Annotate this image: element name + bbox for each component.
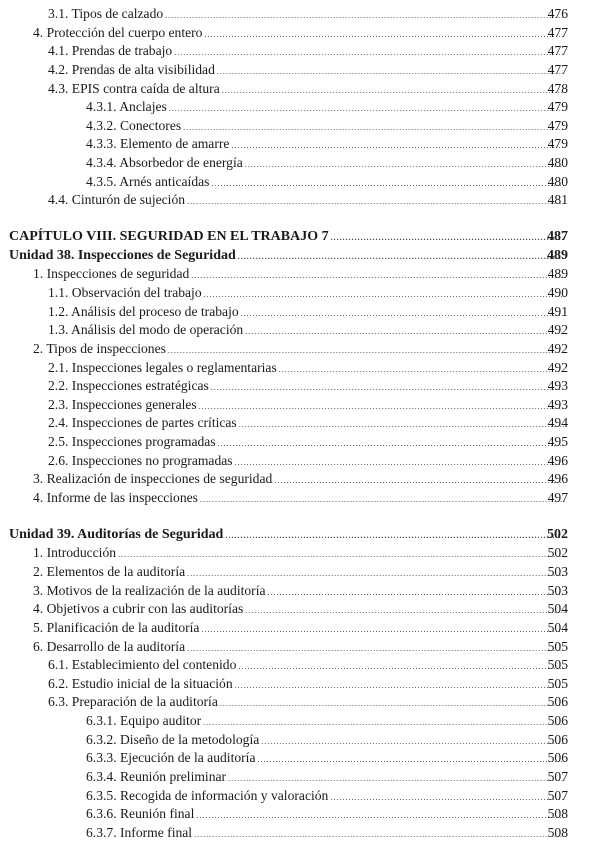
toc-entry bbox=[0, 693, 600, 712]
toc-entry bbox=[0, 787, 600, 806]
toc-entry-page-number: 496 bbox=[547, 471, 568, 487]
toc-entry bbox=[0, 414, 600, 433]
toc-heading-entry bbox=[0, 526, 600, 545]
toc-entry-page-number: 503 bbox=[547, 582, 568, 598]
toc-entry bbox=[0, 191, 600, 210]
toc-entry-page-number: 504 bbox=[547, 619, 568, 635]
toc-entry-title: 6.2. Estudio inicial de la situación bbox=[48, 675, 233, 691]
toc-entry-title: 4.3.2. Conectores bbox=[86, 117, 182, 133]
toc-entry bbox=[0, 98, 600, 117]
toc-entry-title: Unidad 38. Inspecciones de Seguridad bbox=[9, 247, 236, 263]
toc-entry-page-number: 505 bbox=[547, 638, 568, 654]
toc-entry-page-number: 506 bbox=[547, 731, 568, 747]
toc-entry-page-number: 479 bbox=[547, 99, 568, 115]
toc-entry bbox=[0, 340, 600, 359]
dot-leader bbox=[238, 248, 565, 267]
toc-entry-page-number: 479 bbox=[547, 136, 568, 152]
toc-entry-title: 4.1. Prendas de trabajo bbox=[48, 43, 173, 59]
toc-entry-title: 2.6. Inspecciones no programadas bbox=[48, 452, 233, 468]
toc-entry-page-number: 508 bbox=[547, 806, 568, 822]
toc-entry-title: 4.3.1. Anclajes bbox=[86, 99, 167, 115]
toc-entry bbox=[0, 284, 600, 303]
toc-entry bbox=[0, 396, 600, 415]
dot-leader bbox=[331, 229, 565, 248]
toc-entry bbox=[0, 61, 600, 80]
toc-entry-title: 6.3.6. Reunión final bbox=[86, 806, 195, 822]
toc-entry-page-number: 503 bbox=[547, 563, 568, 579]
toc-entry-title: 4. Protección del cuerpo entero bbox=[33, 24, 203, 40]
dot-leader bbox=[225, 527, 565, 546]
toc-entry-page-number: 490 bbox=[547, 284, 568, 300]
toc-entry bbox=[0, 768, 600, 787]
toc-entry-title: 6.3.2. Diseño de la metodología bbox=[86, 731, 260, 747]
toc-entry-title: 3. Motivos de la realización de la auditoría bbox=[33, 582, 266, 598]
toc-entry bbox=[0, 117, 600, 136]
toc-entry bbox=[0, 80, 600, 99]
toc-entry-title: 1. Introducción bbox=[33, 545, 117, 561]
toc-entry bbox=[0, 731, 600, 750]
toc-entry-page-number: 480 bbox=[547, 173, 568, 189]
toc-entry bbox=[0, 265, 600, 284]
toc-entry-title: 2. Elementos de la auditoría bbox=[33, 563, 186, 579]
toc-entry-page-number: 478 bbox=[547, 80, 568, 96]
toc-entry bbox=[0, 563, 600, 582]
toc-entry-page-number: 506 bbox=[547, 694, 568, 710]
toc-entry-title: 6.3.7. Informe final bbox=[86, 824, 193, 840]
toc-entry-title: 4.4. Cinturón de sujeción bbox=[48, 192, 186, 208]
toc-entry-page-number: 479 bbox=[547, 117, 568, 133]
toc-entry-title: 1. Inspecciones de seguridad bbox=[33, 266, 190, 282]
toc-entry-title: 4.3.5. Arnés anticaídas bbox=[86, 173, 210, 189]
toc-entry bbox=[0, 452, 600, 471]
toc-entry-title: 6.3. Preparación de la auditoría bbox=[48, 694, 218, 710]
toc-entry-page-number: 493 bbox=[547, 378, 568, 394]
dot-leader bbox=[194, 826, 565, 845]
toc-entry bbox=[0, 712, 600, 731]
toc-entry bbox=[0, 154, 600, 173]
toc-entry-page-number: 480 bbox=[547, 155, 568, 171]
toc-entry-title: 1.2. Análisis del proceso de trabajo bbox=[48, 303, 239, 319]
toc-entry-title: 6.3.4. Reunión preliminar bbox=[86, 768, 227, 784]
toc-entry-page-number: 477 bbox=[547, 43, 568, 59]
toc-entry-page-number: 507 bbox=[547, 768, 568, 784]
toc-entry-page-number: 492 bbox=[547, 340, 568, 356]
toc-entry-title: 2.3. Inspecciones generales bbox=[48, 396, 197, 412]
toc-entry bbox=[0, 749, 600, 768]
toc-entry bbox=[0, 600, 600, 619]
toc-entry bbox=[0, 824, 600, 843]
toc-entry-page-number: 494 bbox=[547, 415, 568, 431]
table-of-contents bbox=[0, 5, 600, 843]
toc-entry-title: 1.1. Observación del trabajo bbox=[48, 284, 202, 300]
toc-entry bbox=[0, 42, 600, 61]
toc-entry-title: 4. Objetivos a cubrir con las auditorías bbox=[33, 601, 244, 617]
toc-entry-page-number: 502 bbox=[547, 526, 568, 542]
toc-entry-title: 1.3. Análisis del modo de operación bbox=[48, 322, 244, 338]
toc-entry bbox=[0, 359, 600, 378]
toc-heading-entry bbox=[0, 228, 600, 247]
toc-entry-title: 2.5. Inspecciones programadas bbox=[48, 434, 216, 450]
toc-entry bbox=[0, 303, 600, 322]
toc-entry-page-number: 476 bbox=[547, 6, 568, 21]
toc-entry-page-number: 505 bbox=[547, 657, 568, 673]
dot-leader bbox=[187, 193, 565, 212]
toc-entry-page-number: 504 bbox=[547, 601, 568, 617]
toc-entry-title: 4.3.4. Absorbedor de energía bbox=[86, 155, 243, 171]
toc-entry-page-number: 491 bbox=[547, 303, 568, 319]
toc-entry-page-number: 492 bbox=[547, 322, 568, 338]
toc-entry bbox=[0, 135, 600, 154]
toc-entry bbox=[0, 321, 600, 340]
toc-entry-title: 4.3. EPIS contra caída de altura bbox=[48, 80, 220, 96]
toc-entry-title: 3. Realización de inspecciones de seguridad bbox=[33, 471, 273, 487]
toc-entry-page-number: 493 bbox=[547, 396, 568, 412]
toc-entry bbox=[0, 489, 600, 508]
toc-entry bbox=[0, 24, 600, 43]
toc-entry-page-number: 506 bbox=[547, 750, 568, 766]
toc-entry bbox=[0, 656, 600, 675]
toc-entry-page-number: 507 bbox=[547, 787, 568, 803]
toc-entry-title: 6.3.5. Recogida de información y valoración bbox=[86, 787, 329, 803]
toc-heading-entry bbox=[0, 247, 600, 266]
toc-entry bbox=[0, 433, 600, 452]
section-gap bbox=[0, 210, 600, 228]
toc-entry bbox=[0, 544, 600, 563]
toc-entry bbox=[0, 5, 600, 24]
toc-entry-title: 6. Desarrollo de la auditoría bbox=[33, 638, 186, 654]
toc-entry-title: 6.3.3. Ejecución de la auditoría bbox=[86, 750, 256, 766]
toc-entry-page-number: 489 bbox=[547, 266, 568, 282]
dot-leader bbox=[200, 491, 565, 510]
toc-entry-page-number: 481 bbox=[547, 192, 568, 208]
toc-entry bbox=[0, 805, 600, 824]
toc-entry-title: Unidad 39. Auditorías de Seguridad bbox=[9, 526, 224, 542]
toc-entry-page-number: 477 bbox=[547, 61, 568, 77]
toc-entry bbox=[0, 173, 600, 192]
toc-entry bbox=[0, 582, 600, 601]
toc-entry-page-number: 492 bbox=[547, 359, 568, 375]
toc-entry bbox=[0, 675, 600, 694]
toc-entry-page-number: 495 bbox=[547, 434, 568, 450]
toc-entry-title: 2.4. Inspecciones de partes críticas bbox=[48, 415, 237, 431]
toc-entry-page-number: 505 bbox=[547, 675, 568, 691]
toc-entry-title: 4.2. Prendas de alta visibilidad bbox=[48, 61, 215, 77]
toc-entry-title: 2. Tipos de inspecciones bbox=[33, 340, 166, 356]
toc-entry-title: 4.3.3. Elemento de amarre bbox=[86, 136, 230, 152]
toc-entry-title: 2.1. Inspecciones legales o reglamentarias bbox=[48, 359, 277, 375]
toc-entry-title: 2.2. Inspecciones estratégicas bbox=[48, 378, 209, 394]
toc-entry bbox=[0, 377, 600, 396]
toc-entry-page-number: 497 bbox=[547, 490, 568, 506]
toc-entry-title: 4. Informe de las inspecciones bbox=[33, 490, 198, 506]
toc-entry bbox=[0, 619, 600, 638]
toc-entry-page-number: 489 bbox=[547, 247, 568, 263]
section-gap bbox=[0, 508, 600, 526]
toc-entry-page-number: 496 bbox=[547, 452, 568, 468]
toc-entry-page-number: 477 bbox=[547, 24, 568, 40]
toc-entry-title: 5. Planificación de la auditoría bbox=[33, 619, 200, 635]
toc-entry-title: 3.1. Tipos de calzado bbox=[48, 6, 164, 21]
toc-entry-page-number: 506 bbox=[547, 713, 568, 729]
toc-entry-title: 6.1. Establecimiento del contenido bbox=[48, 657, 237, 673]
toc-entry-title: 6.3.1. Equipo auditor bbox=[86, 713, 202, 729]
toc-entry-page-number: 502 bbox=[547, 545, 568, 561]
toc-entry-page-number: 487 bbox=[547, 229, 568, 245]
toc-entry-title: CAPÍTULO VIII. SEGURIDAD EN EL TRABAJO 7 bbox=[9, 229, 329, 245]
toc-entry-page-number: 508 bbox=[547, 824, 568, 840]
toc-entry bbox=[0, 470, 600, 489]
toc-entry bbox=[0, 638, 600, 657]
